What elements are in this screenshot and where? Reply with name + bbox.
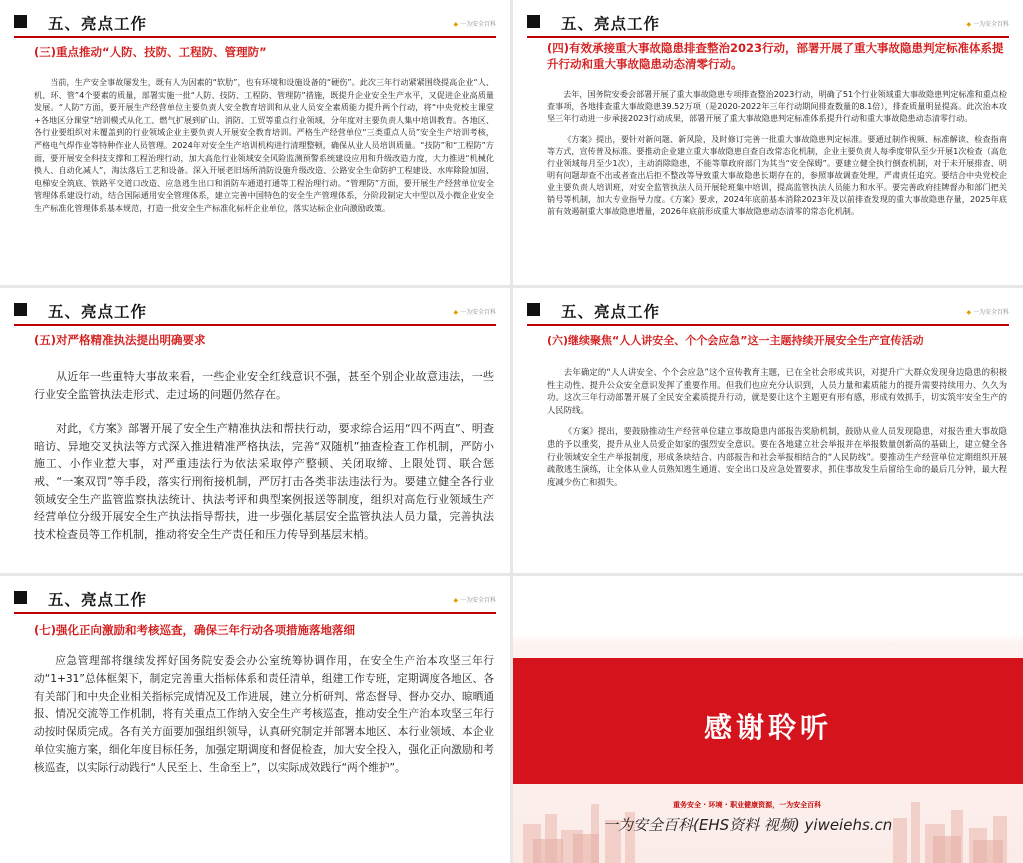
- slide-subtitle: (七)强化正向激励和考核巡查，确保三年行动各项措施落地落细: [34, 623, 356, 637]
- grid-divider-horizontal: [0, 573, 1023, 576]
- header-rule: [14, 36, 496, 38]
- slide-subtitle: (四)有效承接重大事故隐患排查整治2023行动，部署开展了重大事故隐患判定标准体系提升行动和重大事故隐患动态清零行动。: [547, 41, 1004, 71]
- slide-header: [14, 10, 496, 36]
- brand-logo: ◆ 一为安全百科: [453, 309, 496, 316]
- paragraph: 《方案》提出，要鼓励推动生产经营单位建立事故隐患内部报告奖励机制，鼓励从业人员发现隐患，对报告重大事故隐患的予以重奖，提升从业人员爱企如家的强烈安全意识。要在各地建立社会举报并在举报数量创新高的基础上，建立健全各行业领域安全生产举报制度，形成条块结合、内部报告和社会举报相结合的“人民防线”。要推动生产经营单位定期组织开展疏散逃生演练，让全体从业人员熟知逃生通道、安全出口及应急处置要求，抓住事故发生后留给生命的最后几分钟，最大程度减少伤亡和损失。: [547, 426, 1007, 487]
- paragraph: 去年确定的“人人讲安全、个个会应急”这个宣传教育主题，已在全社会形成共识，对提升广大群众发现身边隐患的积极性主动性、提升公众安全意识发挥了重要作用。但我们也应充分认识到，人员力量和素质能力的提升需要持续用力、久久为功。这次三年行动部署开展了全民安全素质提升行动，就是要让这个主题更有形有感，形成有效抓手，切实筑牢安全生产的人民防线。: [547, 367, 1007, 415]
- square-bullet-icon: [527, 303, 540, 316]
- slide-header: [527, 10, 1009, 36]
- brand-logo: ◆ 一为安全百科: [453, 597, 496, 604]
- watermark-footer: 一为安全百科(EHS资料 视频) yiweiehs.cn: [603, 816, 893, 834]
- section-title: 五、亮点工作: [561, 303, 661, 321]
- paragraph: 应急管理部将继续发挥好国务院安委会办公室统筹协调作用，在安全生产治本攻坚三年行动“1+31”总体框架下，制定完善重大指标体系和责任清单，组建工作专班，定期调度各地区、各有关部门和中央企业相关指标完成情况及工作进展，建立分析研判、常态督导、督办交办、晾晒通报、情况交流等工作机制，将有关重点工作纳入安全生产考核巡查，推动安全生产治本攻坚三年行动按时保质完成。各有关方面要加强组织领导，认真研究制定并部署本地区、本行业领域、本企业单位实施方案，细化年度目标任务，加强定期调度和督促检查，加大安全投入，强化正向激励和考核巡查，以实际行动践行“人民至上、生命至上”，以实际成效践行“两个维护”。: [34, 655, 494, 774]
- header-rule: [527, 324, 1009, 326]
- brand-logo: ◆ 一为安全百科: [966, 21, 1009, 28]
- square-bullet-icon: [14, 591, 27, 604]
- tagline: 重务安全 · 环境 · 职业健康资源，一为安全百科: [673, 801, 822, 809]
- slide-3[interactable]: [0, 0, 510, 285]
- square-bullet-icon: [14, 15, 27, 28]
- section-title: 五、亮点工作: [48, 303, 148, 321]
- square-bullet-icon: [14, 303, 27, 316]
- slide-thanks[interactable]: [513, 576, 1023, 863]
- slide-5[interactable]: [0, 288, 510, 573]
- square-bullet-icon: [527, 15, 540, 28]
- slide-6[interactable]: [513, 288, 1023, 573]
- slide-body: [547, 88, 1007, 217]
- paragraph: 从近年一些重特大事故来看，一些企业安全红线意识不强，甚至个别企业故意违法，一些行业安全监管执法走形式、走过场的问题仍然存在。: [34, 370, 494, 401]
- grid-divider-vertical: [510, 0, 513, 863]
- section-title: 五、亮点工作: [48, 591, 148, 609]
- section-title: 五、亮点工作: [48, 15, 148, 33]
- slide-4[interactable]: [513, 0, 1023, 285]
- slide-7[interactable]: [0, 576, 510, 863]
- header-rule: [14, 612, 496, 614]
- slide-subtitle: (三)重点推动“人防、技防、工程防、管理防”: [34, 45, 267, 59]
- slide-body: [34, 368, 494, 543]
- paragraph: 去年，国务院安委会部署开展了重大事故隐患专项排查整治2023行动，明确了51个行业领域重大事故隐患判定标准和重点检查事项，各地排查重大事故隐患39.52万项（是2020-2022年三年行动期间排查数量的8.1倍），排查质量明显提高。此次治本攻坚三年行动进一步承接2023行动成果，部署开展了重大事故隐患判定标准体系提升行动和重大事故隐患动态清零行动。: [547, 89, 1007, 123]
- thanks-title: 感谢聆听: [703, 711, 832, 744]
- paragraph: 当前，生产安全事故屡发生，既有人为因素的“软肋”，也有环境和设施设备的“硬伤”。此次三年行动紧紧围绕提高企业“人、机、环、管”4个要素的质量，部署实施一批“人防、技防、工程防、管理防”措施，既提升企业安全生产水平，又促进企业高质量发展。“人防”方面，要开展生产经营单位主要负责人安全教育培训和从业人员安全素质能力提升两个行动，将“中央党校主课堂+各地区分课堂”培训模式从化工、燃气扩展到矿山、消防、工贸等重点行业领域，分年度对主要负责人集中培训教育。各地区、各行业要组织对未覆盖到的行业领域企业主要负责人开展安全教育培训。严格生产经营单位“三类重点人员”安全生产培训考核，严格电气焊作业等特种作业人员管理。2024年对安全生产培训机构进行清理整顿，确保从业人员培训质量。“技防”和“工程防”方面，要开展安全科技支撑和工程治理行动，加大高危行业领域安全风险监测预警系统建设应用和升级改造力度，大力推进“机械化换人、自动化减人”，淘汰落后工艺和设备。深入开展老旧场所消防设施升级改造、公路安全生命防护工程建设、水库除险加固、电梯安全筑底、铁路平交道口改造、应急逃生出口和消防车通道打通等工程治理行动。“管理防”方面，要开展生产经营单位安全管理体系建设行动，结合国际通用安全管理体系，建立完善中国特色的安全生产管理体系，分阶段制定大中型以及小微企业安全生产标准化管理体系基本规范，打造一批安全生产标准化标杆企业单位，落实达标企业向激励政策。: [34, 77, 494, 213]
- paragraph: 对此，《方案》部署开展了安全生产精准执法和帮扶行动，要求综合运用“四不两直”、明查暗访、异地交叉执法等方式深入推进精准严格执法，完善“双随机”抽查检查工作机制，严防小施工、小作业惹大事，对严重违法行为依法采取停产整顿、关闭取缔、上限处罚、联合惩戒、“一案双罚”等手段，落实行刑衔接机制，严厉打击各类非法违法行为。要建立健全各行业领域安全生产监管监察执法统计、执法考评和典型案例报送等制度，组织对高危行业领域生产经营单位分级开展安全生产执法指导帮扶，进一步强化基层安全监管执法人员力量，完善执法技术检查员等工作机制，推动将安全生产责任和压力传导到基层末梢。: [34, 422, 494, 541]
- slide-body: [547, 366, 1007, 488]
- header-rule: [527, 36, 1009, 38]
- slide-body: [34, 653, 494, 778]
- slide-header: [527, 298, 1009, 324]
- brand-logo: ◆ 一为安全百科: [453, 21, 496, 28]
- paragraph: 《方案》提出，要针对新问题、新风险，及时修订完善一批重大事故隐患判定标准。要通过制作视频、标准解读、检查指南等方式，宣传普及标准。要推动企业建立重大事故隐患自查自改常态化机制，企业主要负责人每季度带队至少开展1次检查（高危行业领域每月至少1次），主动消除隐患，不能等靠政府部门为其当“安全保姆”。要建立健全执行倒查机制，对于未开展排查、明明有问题却查不出或者查出后拒不整改等导致重大事故隐患长期存在的，参照事故调查处理，严肃责任追究。要结合中央党校企业主要负责人培训班，对安全监管执法人员开展轮班集中培训，提高监管执法人员能力和水平。要完善政府挂牌督办和部门把关销号等机制，加大专业指导力度。《方案》要求，2024年底前基本消除2023年及以前排查发现的重大事故隐患存量，2025年底前有效遏制重大事故隐患增量，2026年底前形成重大事故隐患动态清零的常态化机制。: [547, 134, 1007, 216]
- slide-header: [14, 586, 496, 612]
- slide-subtitle: (五)对严格精准执法提出明确要求: [34, 333, 206, 347]
- brand-logo: ◆ 一为安全百科: [966, 309, 1009, 316]
- slide-header: [14, 298, 496, 324]
- section-title: 五、亮点工作: [561, 15, 661, 33]
- grid-divider-horizontal: [0, 285, 1023, 288]
- slide-body: [34, 76, 494, 215]
- header-rule: [14, 324, 496, 326]
- slide-subtitle: (六)继续聚焦“人人讲安全、个个会应急”这一主题持续开展安全生产宣传活动: [547, 334, 924, 347]
